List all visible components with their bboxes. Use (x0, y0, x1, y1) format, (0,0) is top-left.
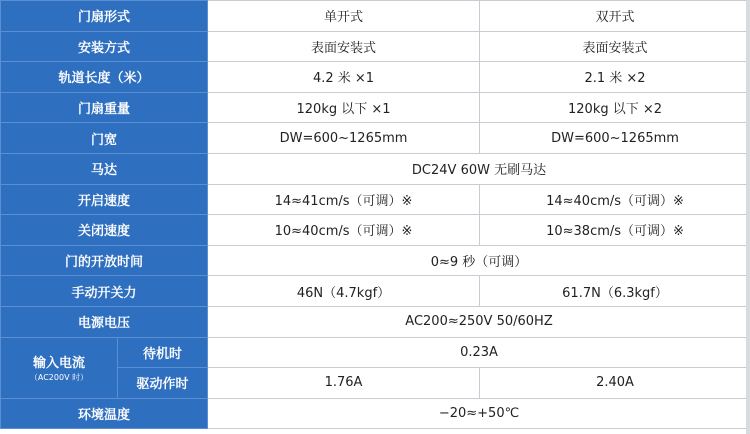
single-value: 10≈40cm/s（可调）※ (208, 215, 480, 246)
merged-value: DC24V 60W 无刷马达 (208, 153, 750, 184)
merged-value: −20≈+50℃ (208, 398, 750, 429)
double-value: 61.7N（6.3kgf） (480, 276, 750, 307)
table-row (1, 1, 750, 32)
table-row (1, 31, 750, 62)
table-row (1, 92, 750, 123)
double-value: 120kg 以下 ×2 (480, 92, 750, 123)
row-label: 环境温度 (1, 398, 208, 429)
single-value: 4.2 米 ×1 (208, 62, 480, 93)
row-label: 关闭速度 (1, 215, 208, 246)
table-row (1, 276, 750, 307)
row-label: 门扇重量 (1, 92, 208, 123)
row-label: 门扇形式 (1, 1, 208, 32)
table-row (1, 306, 750, 337)
row-label: 门的开放时间 (1, 245, 208, 276)
table-row (1, 245, 750, 276)
input-current-sublabel: （AC200V 时） (29, 373, 89, 383)
row-label: 开启速度 (1, 184, 208, 215)
input-current-label (1, 337, 118, 398)
double-value: 2.1 米 ×2 (480, 62, 750, 93)
running-double-value: 2.40A (480, 368, 750, 399)
single-value: 46N（4.7kgf） (208, 276, 480, 307)
row-label: 门宽 (1, 123, 208, 154)
double-value: 10≈38cm/s（可调）※ (480, 215, 750, 246)
double-value: 14≈40cm/s（可调）※ (480, 184, 750, 215)
standby-label: 待机时 (118, 337, 208, 368)
merged-value: AC200≈250V 50/60HZ (208, 306, 750, 337)
single-value: 120kg 以下 ×1 (208, 92, 480, 123)
merged-value: 0≈9 秒（可调） (208, 245, 750, 276)
row-label: 手动开关力 (1, 276, 208, 307)
input-current-title: 输入电流 (32, 356, 85, 372)
standby-value: 0.23A (208, 337, 750, 368)
row-label: 马达 (1, 153, 208, 184)
single-value: 单开式 (208, 1, 480, 32)
table-row (1, 215, 750, 246)
table-row (1, 123, 750, 154)
row-label: 电源电压 (1, 306, 208, 337)
row-label: 安装方式 (1, 31, 208, 62)
double-value: 双开式 (480, 1, 750, 32)
double-value: DW=600~1265mm (480, 123, 750, 154)
single-value: DW=600~1265mm (208, 123, 480, 154)
table-row (1, 337, 750, 368)
running-label: 驱动作时 (118, 368, 208, 399)
table-row (1, 184, 750, 215)
table-row (1, 62, 750, 93)
right-edge-strip (746, 0, 750, 434)
single-value: 14≈41cm/s（可调）※ (208, 184, 480, 215)
running-single-value: 1.76A (208, 368, 480, 399)
table-row (1, 398, 750, 429)
single-value: 表面安装式 (208, 31, 480, 62)
row-label: 轨道长度（米） (1, 62, 208, 93)
table-row (1, 153, 750, 184)
double-value: 表面安装式 (480, 31, 750, 62)
